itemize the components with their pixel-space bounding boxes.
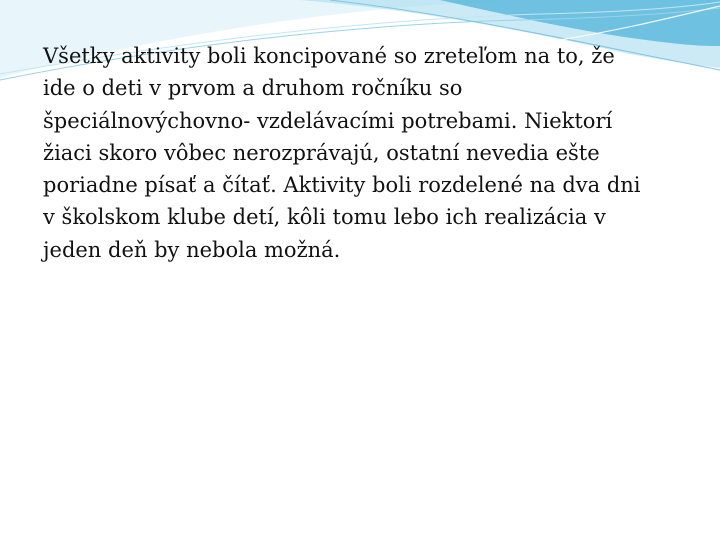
body-text: Všetky aktivity boli koncipované so zreteľom na to, že ide o deti v prvom a druhom ročníku so špeciálnovýchovno- vzdelávacími potrebami. Niektorí žiaci skoro vôbec nerozprávajú, ostatní nevedia ešte poriadne písať a čítať. Aktivity boli rozdelené na dva dni v školskom klube detí, kôli tomu lebo ich realizácia v jeden deň by nebola možná. bbox=[43, 44, 641, 262]
